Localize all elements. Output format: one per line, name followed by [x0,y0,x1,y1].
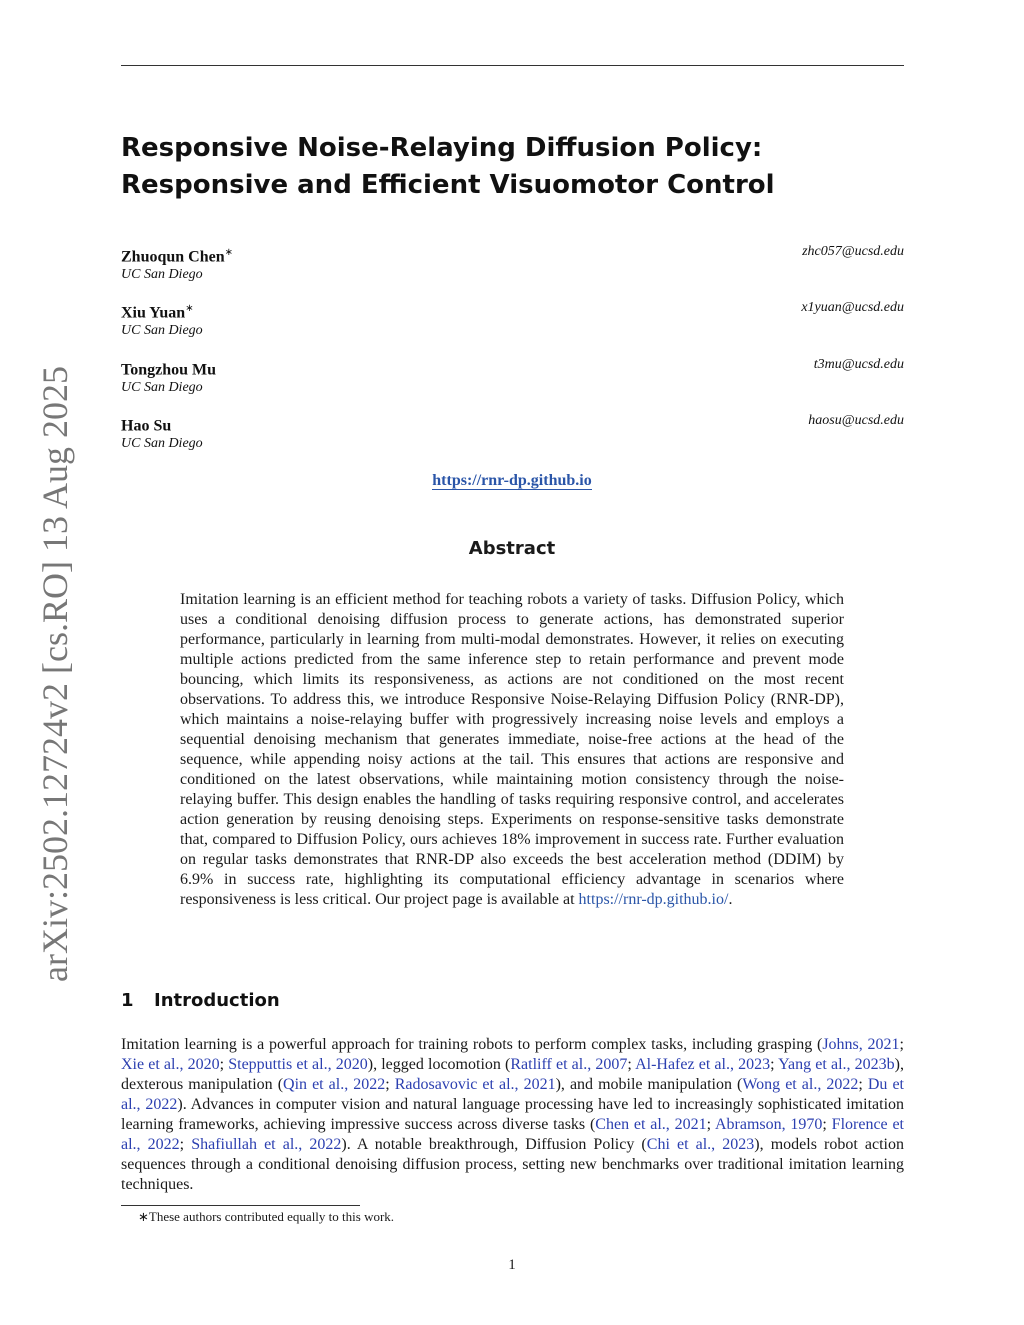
citation-link[interactable]: Du et al., 2022 [121,1076,904,1113]
intro-text: ; [822,1116,832,1133]
citation-link[interactable]: Radosavovic et al., 2021 [394,1076,556,1093]
author-affiliation: UC San Diego [121,436,203,452]
citation-link[interactable]: Chen et al., 2021 [595,1116,707,1133]
paper-title [121,130,881,204]
arxiv-identifier: arXiv:2502.12724v2 [cs.RO] 13 Aug 2025 [35,366,75,982]
citation-link[interactable]: Wong et al., 2022 [742,1076,859,1093]
author-block [121,357,904,397]
intro-text: ; [219,1056,229,1073]
author-affiliation: UC San Diego [121,380,203,396]
author-email[interactable]: t3mu@ucsd.edu [813,357,904,372]
citation-link[interactable]: Abramson, 1970 [714,1116,823,1133]
section-heading [121,990,280,1011]
introduction-paragraph [121,1035,904,1195]
section-title: Introduction [154,990,280,1011]
author-block [121,413,904,453]
author-block [121,244,904,284]
citation-link[interactable]: Qin et al., 2022 [283,1076,386,1093]
citation-link[interactable]: Al-Hafez et al., 2023 [635,1056,771,1073]
citation-link[interactable]: Florence et al., 2022 [121,1116,904,1153]
intro-text: ; [858,1076,868,1093]
citation-link[interactable]: Shafiullah et al., 2022 [191,1136,342,1153]
intro-text: ), and mobile manipulation ( [555,1076,743,1093]
author-name: Xiu Yuan∗ [121,303,194,322]
section-number: 1 [121,990,134,1011]
citation-link[interactable]: Yang et al., 2023b [778,1056,895,1073]
project-url [0,472,1024,490]
project-url-link[interactable]: https://rnr-dp.github.io [432,472,592,489]
author-email[interactable]: haosu@ucsd.edu [808,413,904,428]
intro-text: ), dexterous manipulation ( [121,1056,904,1093]
intro-text: ; [770,1056,779,1073]
intro-text: ; [899,1036,904,1053]
intro-text: ). A notable breakthrough, Diffusion Policy ( [341,1136,647,1153]
citation-link[interactable]: Johns, 2021 [822,1036,900,1053]
author-email[interactable]: x1yuan@ucsd.edu [801,300,904,315]
intro-text: Imitation learning is a powerful approach for training robots to perform complex tasks, including grasping ( [121,1036,823,1053]
top-rule [121,65,904,66]
author-email[interactable]: zhc057@ucsd.edu [802,244,904,259]
intro-text: ; [706,1116,715,1133]
author-name: Zhuoqun Chen∗ [121,247,234,266]
abstract-text: Imitation learning is an efficient method for teaching robots a variety of tasks. Diffusion Policy, which uses a conditional denoising diffusion process to generate actions, has demonstrated superior performance, particularly in learning from multi-modal demonstrates. However, it relies on executing multiple actions predicted from the same inference step to retain performance and prevent mode bouncing, which limits its responsiveness, as actions are not conditioned on the most recent observations. To address this, we introduce Responsive Noise-Relaying Diffusion Policy (RNR-DP), which maintains a noise-relaying buffer with progressively increasing noise levels and employs a sequential denoising mechanism that generates immediate, noise-free actions at the head of the sequence, while appending noisy actions at the tail. This ensures that actions are responsive and conditioned on the latest observations, while maintaining motion consistency through the noise-relaying buffer. This design enables the handling of tasks requiring responsive control, and accelerates action generation by reusing denoising steps. Experiments on response-sensitive tasks demonstrate that, compared to Diffusion Policy, ours achieves 18% improvement in success rate. Further evaluation on regular tasks demonstrates that RNR-DP also exceeds the best acceleration method (DDIM) by 6.9% in success rate, highlighting its computational efficiency advantage in scenarios where responsiveness is less critical. Our project page is available at [180,591,844,908]
footnote: ∗These authors contributed equally to this work. [138,1209,395,1224]
intro-text: ; [179,1136,192,1153]
citation-link[interactable]: Chi et al., 2023 [646,1136,755,1153]
author-affiliation: UC San Diego [121,323,203,339]
author-block [121,300,904,340]
citation-link[interactable]: Xie et al., 2020 [121,1056,220,1073]
abstract-end: . [728,891,733,908]
abstract-link[interactable]: https://rnr-dp.github.io/ [578,891,729,908]
page-number: 1 [508,1257,516,1273]
intro-text: ; [385,1076,395,1093]
intro-text: ; [627,1056,636,1073]
abstract-body [180,590,844,910]
intro-text: ), models robot action sequences through a conditional denoising diffusion process, setting new benchmarks over traditional imitation learning techniques. [121,1136,904,1193]
abstract-heading: Abstract [468,538,556,559]
title-line-1: Responsive Noise-Relaying Diffusion Policy: [121,133,763,163]
title-line-2: Responsive and Efficient Visuomotor Control [121,170,775,200]
intro-text: ). Advances in computer vision and natural language processing have led to increasingly sophisticated imitation learning frameworks, achieving impressive success across diverse tasks ( [121,1096,905,1133]
citation-link[interactable]: Stepputtis et al., 2020 [228,1056,368,1073]
author-name: Tongzhou Mu [121,361,216,379]
footnote-rule [121,1205,360,1206]
citation-link[interactable]: Ratliff et al., 2007 [510,1056,628,1073]
author-name: Hao Su [121,417,172,435]
author-affiliation: UC San Diego [121,267,203,283]
intro-text: ), legged locomotion ( [367,1056,511,1073]
